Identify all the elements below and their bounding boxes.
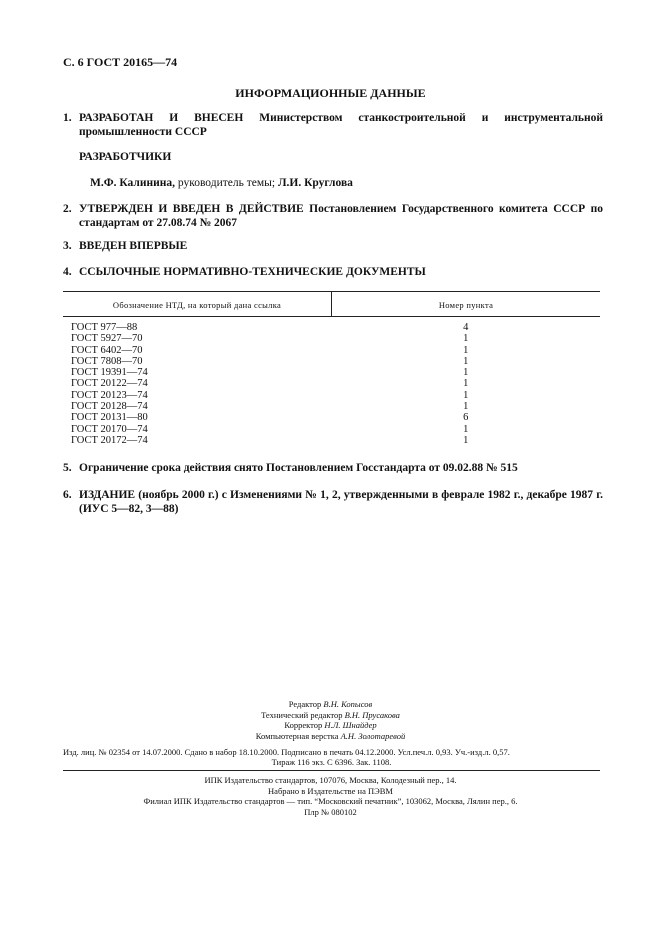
section-title: ИНФОРМАЦИОННЫЕ ДАННЫЕ xyxy=(235,86,426,100)
clause-number: 4 xyxy=(463,322,469,333)
table-header-clause: Номер пункта xyxy=(332,292,601,317)
table-header-designation: Обозначение НТД, на который дана ссылка xyxy=(63,292,332,317)
printer-line-2: Набрано в Издательстве на ПЭВМ xyxy=(268,785,393,796)
item-number: 2. xyxy=(63,203,72,215)
item-6-text: ИЗДАНИЕ (ноябрь 2000 г.) с Изменениями № 1, 2, утвержденными в феврале 1982 г., декабре 1987 г. (ИУС 5—82, 3—88) xyxy=(79,489,603,515)
editor-name: В.Н. Копысов xyxy=(323,699,373,709)
ntd-designation: ГОСТ 20123—74 xyxy=(71,389,148,401)
developers-line xyxy=(90,177,353,189)
clause-number: 6 xyxy=(463,412,469,424)
item-4-label: ССЫЛОЧНЫЕ НОРМАТИВНО-ТЕХНИЧЕСКИЕ ДОКУМЕНТЫ xyxy=(79,266,426,278)
clause-number: 1 xyxy=(463,378,469,390)
publication-line-2: Тираж 116 экз. С 6396. Зак. 1108. xyxy=(271,757,392,767)
printer-block xyxy=(0,775,661,817)
item-1-label: РАЗРАБОТАН И ВНЕСЕН xyxy=(79,112,244,124)
item-1 xyxy=(63,111,603,139)
layout-name: А.Н. Золотаревой xyxy=(340,730,406,741)
item-number: 3. xyxy=(63,240,72,252)
developer-name-1: М.Ф. Калинина, xyxy=(90,177,175,189)
credit-corrector: Корректор Н.Л. Шнайдер xyxy=(284,720,377,730)
ntd-designation: ГОСТ 20172—74 xyxy=(71,434,148,446)
clause-number: 1 xyxy=(463,344,469,356)
item-2 xyxy=(63,202,603,230)
item-number: 1. xyxy=(63,112,72,124)
table-row xyxy=(63,390,600,401)
table-row xyxy=(63,356,600,367)
table-row xyxy=(63,424,600,435)
item-5-text: Ограничение срока действия снято Постановлением Госстандарта от 09.02.88 № 515 xyxy=(79,462,518,474)
item-2-label: УТВЕРЖДЕН И ВВЕДЕН В ДЕЙСТВИЕ xyxy=(79,203,304,215)
divider xyxy=(63,770,600,771)
page-header: С. 6 ГОСТ 20165—74 xyxy=(63,55,178,69)
table-row xyxy=(63,412,600,423)
corrector-name: Н.Л. Шнайдер xyxy=(324,720,377,730)
clause-number: 1 xyxy=(463,355,469,367)
ntd-designation: ГОСТ 20122—74 xyxy=(71,378,148,390)
item-6 xyxy=(63,488,603,516)
clause-number: 1 xyxy=(463,389,469,401)
tech-editor-name: В.Н. Прусакова xyxy=(344,709,400,720)
item-1-text: Министерством станкостроительной и инструментальной промышленности СССР xyxy=(79,112,603,138)
table-row xyxy=(63,401,600,412)
ntd-designation: ГОСТ 7808—70 xyxy=(71,355,143,367)
item-number: 5. xyxy=(63,462,72,474)
publication-data xyxy=(63,747,600,767)
credits-block xyxy=(0,699,661,741)
publication-line-1: Изд. лиц. № 02354 от 14.07.2000. Сдано в набор 18.10.2000. Подписано в печать 04.12.2000. Усл.печ.л. 0,93. Уч.-изд.л. 0,57. xyxy=(63,747,510,757)
ntd-designation: ГОСТ 5927—70 xyxy=(71,333,143,345)
clause-number: 1 xyxy=(463,333,469,345)
credit-editor: Редактор В.Н. Копысов xyxy=(288,699,373,709)
item-4 xyxy=(63,265,603,279)
credit-layout: Компьютерная верстка А.Н. Золотаревой xyxy=(255,730,406,741)
printer-line-4: Плр № 080102 xyxy=(304,806,357,817)
ntd-designation: ГОСТ 20128—74 xyxy=(71,401,148,413)
clause-number: 1 xyxy=(463,367,469,379)
references-table xyxy=(63,291,600,446)
ntd-designation: ГОСТ 6402—70 xyxy=(71,344,143,356)
printer-line-1: ИПК Издательство стандартов, 107076, Москва, Колодезный пер., 14. xyxy=(204,775,457,785)
ntd-designation: ГОСТ 977—88 xyxy=(71,322,138,333)
item-3 xyxy=(63,239,603,253)
item-number: 6. xyxy=(63,489,72,501)
table-row xyxy=(63,378,600,389)
item-2-text: Постановлением Государственного комитета СССР по стандартам от 27.08.74 № 2067 xyxy=(79,203,603,229)
table-row xyxy=(63,367,600,378)
table-row xyxy=(63,317,600,334)
credit-tech-editor: Технический редактор В.Н. Прусакова xyxy=(261,709,400,720)
ntd-designation: ГОСТ 20170—74 xyxy=(71,423,148,435)
clause-number: 1 xyxy=(463,434,469,446)
ntd-designation: ГОСТ 20131—80 xyxy=(71,412,148,424)
table-row xyxy=(63,333,600,344)
item-number: 4. xyxy=(63,266,72,278)
clause-number: 1 xyxy=(463,401,469,413)
ntd-designation: ГОСТ 19391—74 xyxy=(71,367,148,379)
printer-line-3: Филиал ИПК Издательство стандартов — тип. “Московский печатник”, 103062, Москва, Лялин пер., 6. xyxy=(143,796,518,806)
developer-name-2: Л.И. Круглова xyxy=(277,177,353,189)
item-5 xyxy=(63,461,603,475)
item-3-label: ВВЕДЕН ВПЕРВЫЕ xyxy=(79,240,188,252)
table-row xyxy=(63,435,600,446)
table-row xyxy=(63,345,600,356)
clause-number: 1 xyxy=(463,423,469,435)
developers-heading: РАЗРАБОТЧИКИ xyxy=(79,151,172,163)
developer-role: руководитель темы; xyxy=(174,177,278,189)
